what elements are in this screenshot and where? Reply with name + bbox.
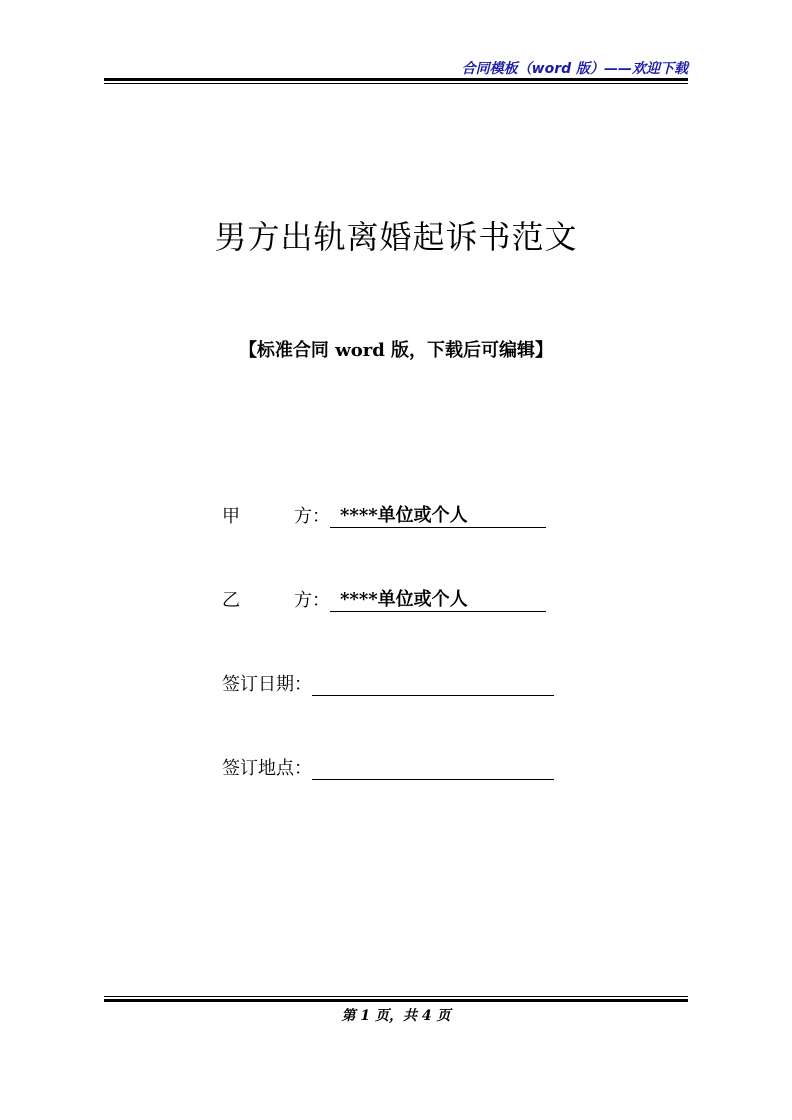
party-a-label: 甲 方： (222, 506, 330, 527)
sign-date-value[interactable] (312, 672, 554, 696)
header-text: 合同模板（word 版）——欢迎下载 (461, 61, 688, 77)
party-b-value[interactable]: ****单位或个人 (330, 588, 546, 612)
document-title: 男方出轨离婚起诉书范文 (214, 218, 578, 256)
party-b-label: 乙 方： (222, 590, 330, 611)
document-subtitle: 【标准合同 word 版，下载后可编辑】 (238, 340, 554, 361)
footer-rule-thick (104, 999, 688, 1002)
sign-date-field (222, 670, 554, 696)
party-a-field (222, 502, 546, 528)
party-b-field (222, 586, 546, 612)
party-a-value[interactable]: ****单位或个人 (330, 504, 546, 528)
sign-date-label: 签订日期： (222, 674, 312, 695)
sign-place-label: 签订地点： (222, 758, 312, 779)
sign-place-value[interactable] (312, 756, 554, 780)
header-rule-thick (104, 78, 688, 81)
footer-rule-thin (104, 996, 688, 997)
page-number: 第 1 页，共 4 页 (341, 1008, 451, 1024)
header-rule-thin (104, 83, 688, 84)
sign-place-field (222, 754, 554, 780)
